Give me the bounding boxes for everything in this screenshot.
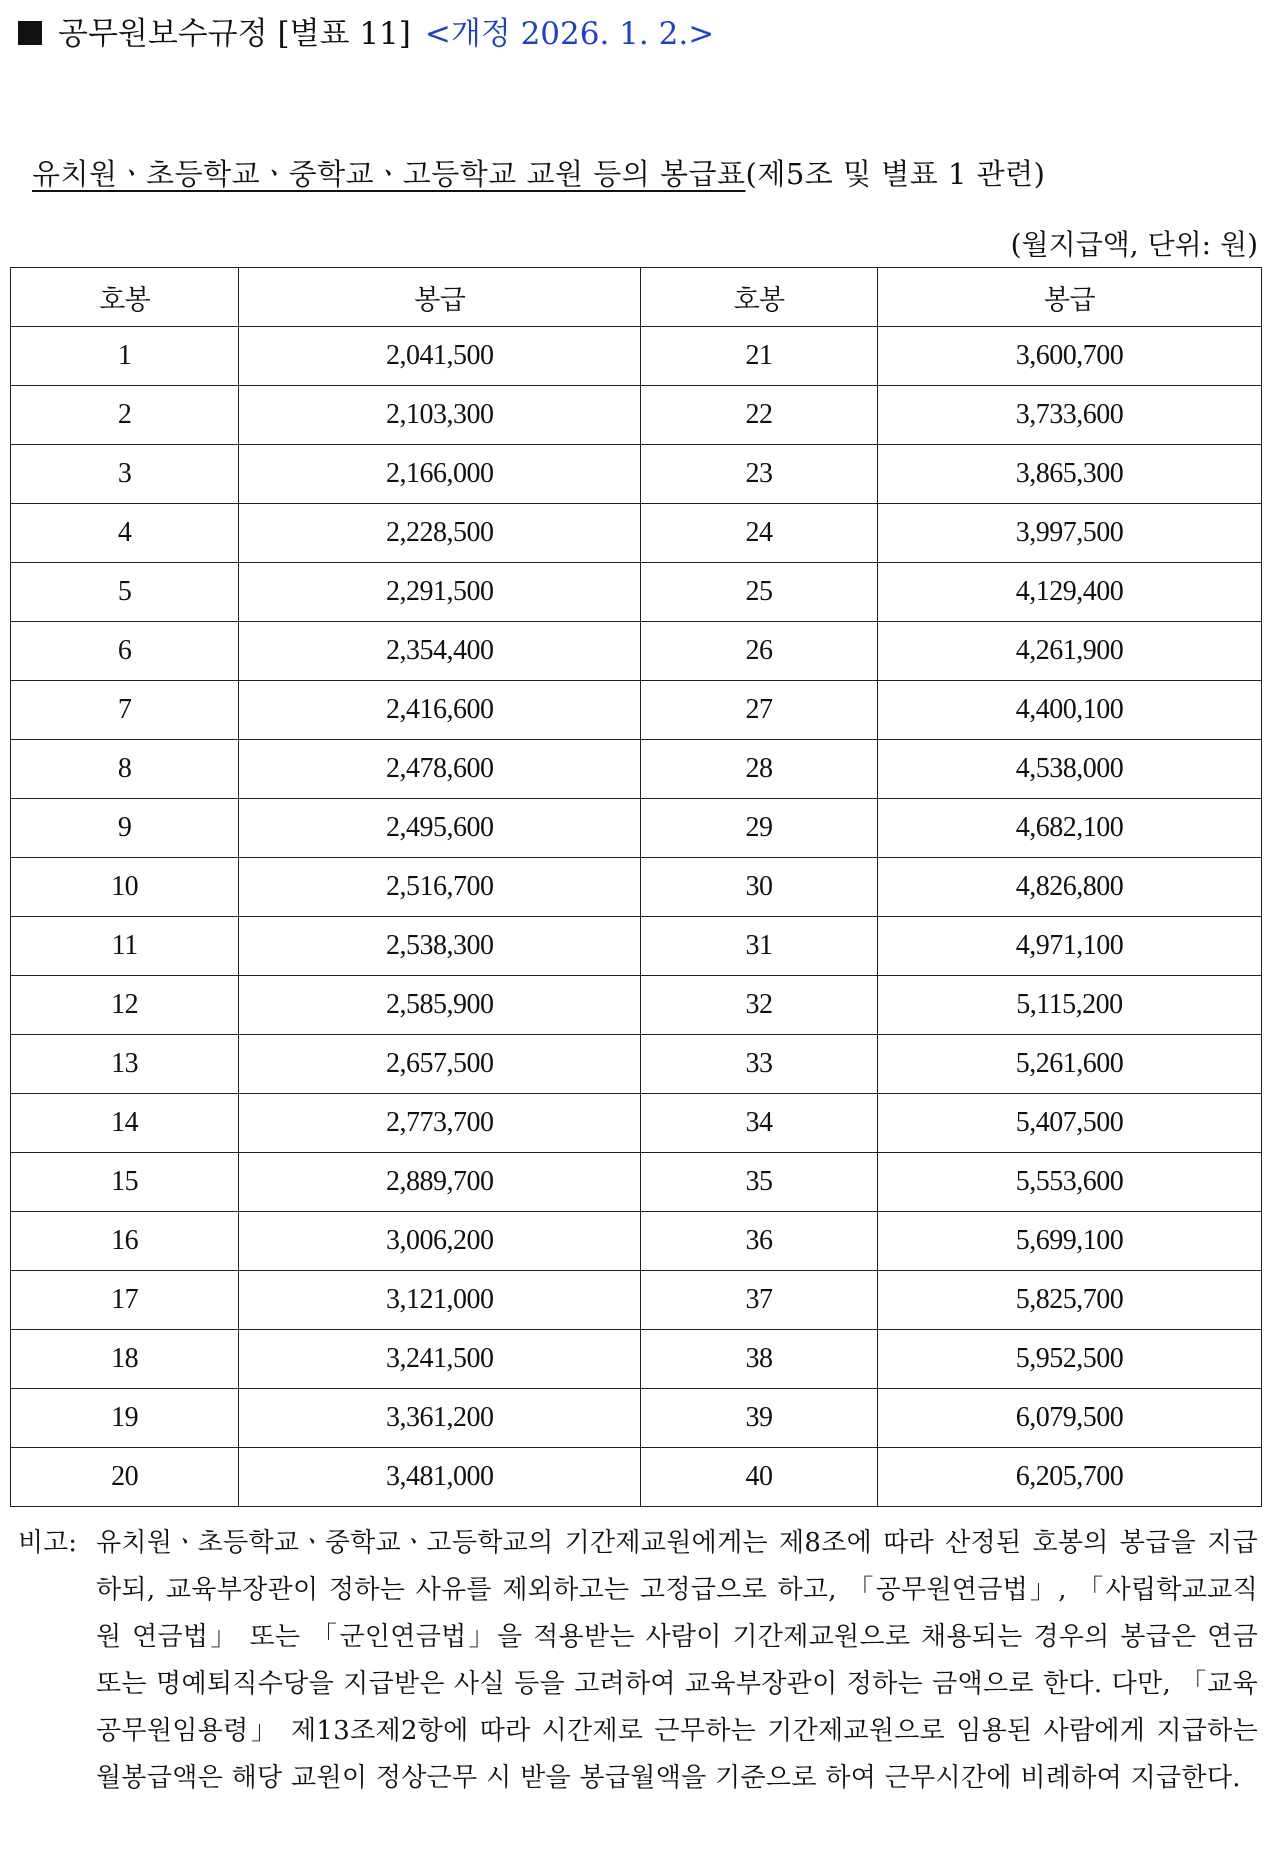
remark-section xyxy=(18,1520,1258,1802)
salary-cell: 3,361,200 xyxy=(239,1389,641,1448)
step-cell: 1 xyxy=(11,327,239,386)
salary-cell: 5,952,500 xyxy=(877,1330,1261,1389)
table-row xyxy=(11,1212,1262,1271)
step-cell: 28 xyxy=(641,740,878,799)
salary-cell: 2,041,500 xyxy=(239,327,641,386)
table-row xyxy=(11,1389,1262,1448)
step-cell: 21 xyxy=(641,327,878,386)
step-cell: 12 xyxy=(11,976,239,1035)
step-cell: 38 xyxy=(641,1330,878,1389)
step-cell: 6 xyxy=(11,622,239,681)
step-cell: 18 xyxy=(11,1330,239,1389)
table-row xyxy=(11,858,1262,917)
remark-text: 유치원ㆍ초등학교ㆍ중학교ㆍ고등학교의 기간제교원에게는 제8조에 따라 산정된 호봉의 봉급을 지급하되, 교육부장관이 정하는 사유를 제외하고는 고정급으로 하고, 「공무원연금법」, 「사립학교교직원 연금법」 또는 「군인연금법」을 적용받는 사람이 기간제교원으로 채용되는 경우의 봉급은 연금 또는 명예퇴직수당을 지급받은 사실 등을 고려하여 교육부장관이 정하는 금액으로 한다. 다만, 「교육공무원임용령」 제13조제2항에 따라 시간제로 근무하는 기간제교원으로 임용된 사람에게 지급하는 월봉급액은 해당 교원이 정상근무 시 받을 봉급월액을 기준으로 하여 근무시간에 비례하여 지급한다. xyxy=(96,1528,1258,1793)
remark-label: 비고: xyxy=(18,1528,77,1558)
salary-cell: 3,997,500 xyxy=(877,504,1261,563)
salary-cell: 2,416,600 xyxy=(239,681,641,740)
table-row xyxy=(11,327,1262,386)
step-cell: 15 xyxy=(11,1153,239,1212)
step-cell: 30 xyxy=(641,858,878,917)
salary-cell: 2,478,600 xyxy=(239,740,641,799)
salary-cell: 2,166,000 xyxy=(239,445,641,504)
column-header-step: 호봉 xyxy=(641,268,878,327)
salary-cell: 2,516,700 xyxy=(239,858,641,917)
salary-cell: 2,657,500 xyxy=(239,1035,641,1094)
step-cell: 32 xyxy=(641,976,878,1035)
step-cell: 34 xyxy=(641,1094,878,1153)
step-cell: 27 xyxy=(641,681,878,740)
salary-table xyxy=(10,267,1262,1507)
salary-cell: 6,205,700 xyxy=(877,1448,1261,1507)
table-row xyxy=(11,386,1262,445)
salary-cell: 3,241,500 xyxy=(239,1330,641,1389)
salary-cell: 3,006,200 xyxy=(239,1212,641,1271)
step-cell: 7 xyxy=(11,681,239,740)
table-row xyxy=(11,976,1262,1035)
step-cell: 14 xyxy=(11,1094,239,1153)
salary-cell: 2,585,900 xyxy=(239,976,641,1035)
step-cell: 29 xyxy=(641,799,878,858)
step-cell: 31 xyxy=(641,917,878,976)
table-row xyxy=(11,504,1262,563)
step-cell: 22 xyxy=(641,386,878,445)
step-cell: 25 xyxy=(641,563,878,622)
step-cell: 10 xyxy=(11,858,239,917)
salary-cell: 2,889,700 xyxy=(239,1153,641,1212)
step-cell: 24 xyxy=(641,504,878,563)
salary-cell: 4,129,400 xyxy=(877,563,1261,622)
salary-cell: 5,553,600 xyxy=(877,1153,1261,1212)
salary-cell: 2,495,600 xyxy=(239,799,641,858)
step-cell: 11 xyxy=(11,917,239,976)
salary-cell: 3,865,300 xyxy=(877,445,1261,504)
salary-cell: 4,826,800 xyxy=(877,858,1261,917)
step-cell: 8 xyxy=(11,740,239,799)
unit-note: (월지급액, 단위: 원) xyxy=(1010,228,1258,261)
table-title-ref: (제5조 및 별표 1 관련) xyxy=(745,157,1046,191)
table-header-row xyxy=(11,268,1262,327)
step-cell: 5 xyxy=(11,563,239,622)
table-row xyxy=(11,445,1262,504)
step-cell: 40 xyxy=(641,1448,878,1507)
square-bullet-icon xyxy=(18,21,42,45)
salary-cell: 4,971,100 xyxy=(877,917,1261,976)
step-cell: 23 xyxy=(641,445,878,504)
table-row xyxy=(11,1035,1262,1094)
step-cell: 2 xyxy=(11,386,239,445)
step-cell: 36 xyxy=(641,1212,878,1271)
salary-cell: 4,400,100 xyxy=(877,681,1261,740)
table-row xyxy=(11,622,1262,681)
salary-cell: 2,228,500 xyxy=(239,504,641,563)
salary-cell: 3,481,000 xyxy=(239,1448,641,1507)
salary-cell: 5,261,600 xyxy=(877,1035,1261,1094)
step-cell: 17 xyxy=(11,1271,239,1330)
salary-cell: 5,825,700 xyxy=(877,1271,1261,1330)
salary-cell: 2,538,300 xyxy=(239,917,641,976)
step-cell: 13 xyxy=(11,1035,239,1094)
salary-cell: 3,600,700 xyxy=(877,327,1261,386)
salary-cell: 4,261,900 xyxy=(877,622,1261,681)
salary-cell: 4,538,000 xyxy=(877,740,1261,799)
column-header-step: 호봉 xyxy=(11,268,239,327)
step-cell: 37 xyxy=(641,1271,878,1330)
salary-cell: 2,103,300 xyxy=(239,386,641,445)
column-header-salary: 봉급 xyxy=(877,268,1261,327)
column-header-salary: 봉급 xyxy=(239,268,641,327)
table-row xyxy=(11,1330,1262,1389)
step-cell: 4 xyxy=(11,504,239,563)
step-cell: 20 xyxy=(11,1448,239,1507)
salary-cell: 2,354,400 xyxy=(239,622,641,681)
salary-cell: 2,291,500 xyxy=(239,563,641,622)
regulation-title: 공무원보수규정 [별표 11] xyxy=(58,16,411,52)
salary-cell: 5,699,100 xyxy=(877,1212,1261,1271)
table-row xyxy=(11,799,1262,858)
table-row xyxy=(11,917,1262,976)
step-cell: 9 xyxy=(11,799,239,858)
table-row xyxy=(11,1094,1262,1153)
salary-cell: 3,733,600 xyxy=(877,386,1261,445)
page-header xyxy=(18,12,714,56)
table-row xyxy=(11,740,1262,799)
salary-cell: 2,773,700 xyxy=(239,1094,641,1153)
table-row xyxy=(11,1271,1262,1330)
table-title xyxy=(32,152,1046,196)
salary-cell: 4,682,100 xyxy=(877,799,1261,858)
step-cell: 16 xyxy=(11,1212,239,1271)
salary-cell: 5,115,200 xyxy=(877,976,1261,1035)
table-row xyxy=(11,563,1262,622)
revision-date: <개정 2026. 1. 2.> xyxy=(424,16,715,52)
salary-cell: 5,407,500 xyxy=(877,1094,1261,1153)
table-row xyxy=(11,1153,1262,1212)
salary-cell: 6,079,500 xyxy=(877,1389,1261,1448)
salary-cell: 3,121,000 xyxy=(239,1271,641,1330)
step-cell: 19 xyxy=(11,1389,239,1448)
table-row xyxy=(11,681,1262,740)
step-cell: 33 xyxy=(641,1035,878,1094)
step-cell: 3 xyxy=(11,445,239,504)
table-title-main: 유치원ㆍ초등학교ㆍ중학교ㆍ고등학교 교원 등의 봉급표 xyxy=(32,157,746,191)
step-cell: 39 xyxy=(641,1389,878,1448)
step-cell: 35 xyxy=(641,1153,878,1212)
table-row xyxy=(11,1448,1262,1507)
step-cell: 26 xyxy=(641,622,878,681)
